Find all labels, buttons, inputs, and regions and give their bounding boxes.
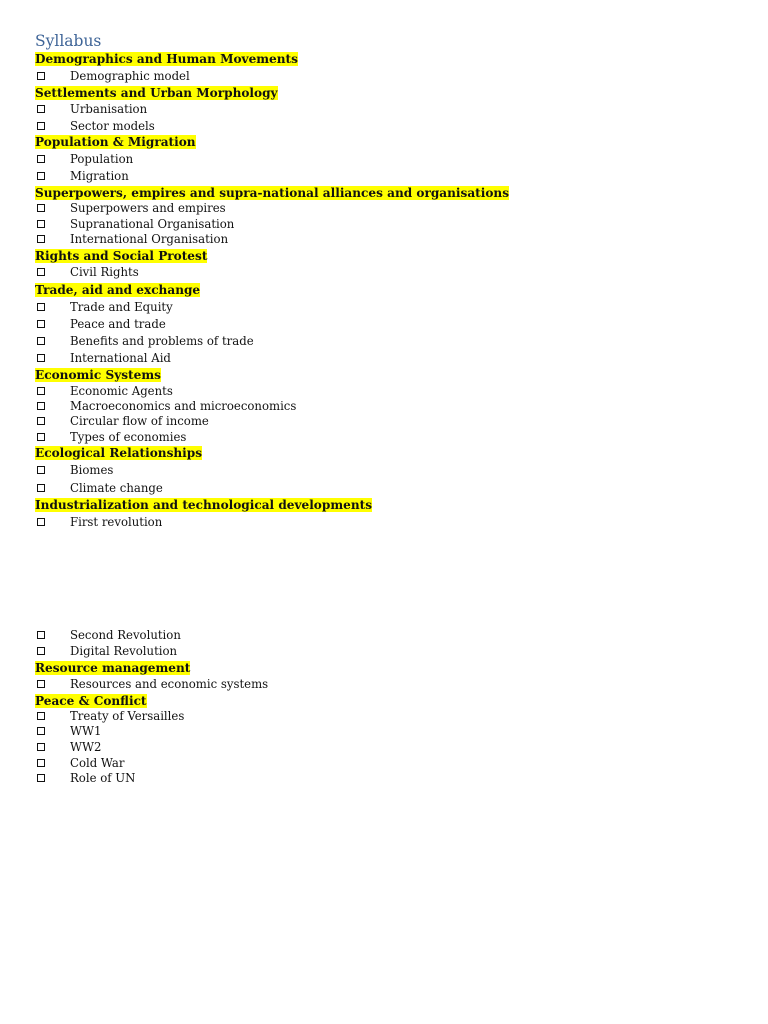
checkbox-icon bbox=[37, 105, 45, 113]
checkbox-icon bbox=[37, 387, 45, 395]
list-item-label: Population bbox=[70, 152, 134, 166]
checkbox-icon bbox=[37, 774, 45, 782]
section-heading-text: Superpowers, empires and supra-national alliances and organisations bbox=[35, 186, 510, 200]
section-heading-text: Industrialization and technological developments bbox=[35, 498, 373, 512]
list-item-label: Benefits and problems of trade bbox=[70, 334, 254, 348]
list-item-label: Treaty of Versailles bbox=[70, 709, 185, 723]
list-item-label: Peace and trade bbox=[70, 317, 166, 331]
list-item-label: Digital Revolution bbox=[70, 644, 178, 658]
checkbox-icon bbox=[37, 72, 45, 80]
section-heading bbox=[35, 693, 147, 709]
checkbox-icon bbox=[37, 155, 45, 163]
list-item-label: Second Revolution bbox=[70, 628, 181, 642]
list-item-label: WW2 bbox=[70, 740, 102, 754]
checkbox-icon bbox=[37, 220, 45, 228]
list-item-label: Role of UN bbox=[70, 771, 136, 785]
section-heading bbox=[35, 248, 207, 264]
list-item-label: Types of economies bbox=[70, 430, 187, 444]
section-heading-text: Economic Systems bbox=[35, 368, 161, 382]
checkbox-icon bbox=[37, 320, 45, 328]
checkbox-icon bbox=[37, 354, 45, 362]
list-item-label: Cold War bbox=[70, 756, 125, 770]
list-item-label: Migration bbox=[70, 169, 129, 183]
checkbox-icon bbox=[37, 743, 45, 751]
checkbox-icon bbox=[37, 727, 45, 735]
section-heading-text: Demographics and Human Movements bbox=[35, 52, 298, 66]
section-heading bbox=[35, 367, 161, 383]
checkbox-icon bbox=[37, 402, 45, 410]
page-title: Syllabus bbox=[35, 32, 102, 50]
section-heading bbox=[35, 51, 298, 67]
list-item-label: Supranational Organisation bbox=[70, 217, 235, 231]
list-item-label: Demographic model bbox=[70, 69, 190, 83]
checkbox-icon bbox=[37, 235, 45, 243]
section-heading-text: Peace & Conflict bbox=[35, 694, 147, 708]
list-item-label: Trade and Equity bbox=[70, 300, 173, 314]
list-item-label: Superpowers and empires bbox=[70, 201, 226, 215]
section-heading-text: Trade, aid and exchange bbox=[35, 283, 201, 297]
section-heading-text: Settlements and Urban Morphology bbox=[35, 86, 278, 100]
checkbox-icon bbox=[37, 172, 45, 180]
list-item-label: Urbanisation bbox=[70, 102, 148, 116]
list-item-label: Resources and economic systems bbox=[70, 677, 269, 691]
checkbox-icon bbox=[37, 204, 45, 212]
section-heading bbox=[35, 445, 202, 461]
checkbox-icon bbox=[37, 303, 45, 311]
checkbox-icon bbox=[37, 268, 45, 276]
section-heading-text: Population & Migration bbox=[35, 135, 196, 149]
list-item-label: Sector models bbox=[70, 119, 155, 133]
checkbox-icon bbox=[37, 466, 45, 474]
list-item-label: International Organisation bbox=[70, 232, 229, 246]
checkbox-icon bbox=[37, 631, 45, 639]
section-heading-text: Ecological Relationships bbox=[35, 446, 203, 460]
checkbox-icon bbox=[37, 759, 45, 767]
list-item-label: Civil Rights bbox=[70, 265, 139, 279]
checkbox-icon bbox=[37, 680, 45, 688]
section-heading-text: Rights and Social Protest bbox=[35, 249, 208, 263]
section-heading bbox=[35, 134, 196, 150]
list-item-label: Climate change bbox=[70, 481, 163, 495]
list-item-label: WW1 bbox=[70, 724, 102, 738]
checkbox-icon bbox=[37, 433, 45, 441]
section-heading bbox=[35, 85, 278, 101]
checkbox-icon bbox=[37, 518, 45, 526]
section-heading bbox=[35, 282, 200, 298]
list-item-label: Circular flow of income bbox=[70, 414, 209, 428]
checkbox-icon bbox=[37, 122, 45, 130]
section-heading bbox=[35, 497, 372, 513]
section-heading bbox=[35, 185, 509, 201]
list-item-label: Economic Agents bbox=[70, 384, 173, 398]
list-item-label: Biomes bbox=[70, 463, 114, 477]
list-item-label: Macroeconomics and microeconomics bbox=[70, 399, 297, 413]
checkbox-icon bbox=[37, 417, 45, 425]
checkbox-icon bbox=[37, 647, 45, 655]
section-heading-text: Resource management bbox=[35, 661, 191, 675]
list-item-label: International Aid bbox=[70, 351, 171, 365]
list-item-label: First revolution bbox=[70, 515, 163, 529]
checkbox-icon bbox=[37, 712, 45, 720]
checkbox-icon bbox=[37, 337, 45, 345]
section-heading bbox=[35, 660, 190, 676]
checkbox-icon bbox=[37, 484, 45, 492]
